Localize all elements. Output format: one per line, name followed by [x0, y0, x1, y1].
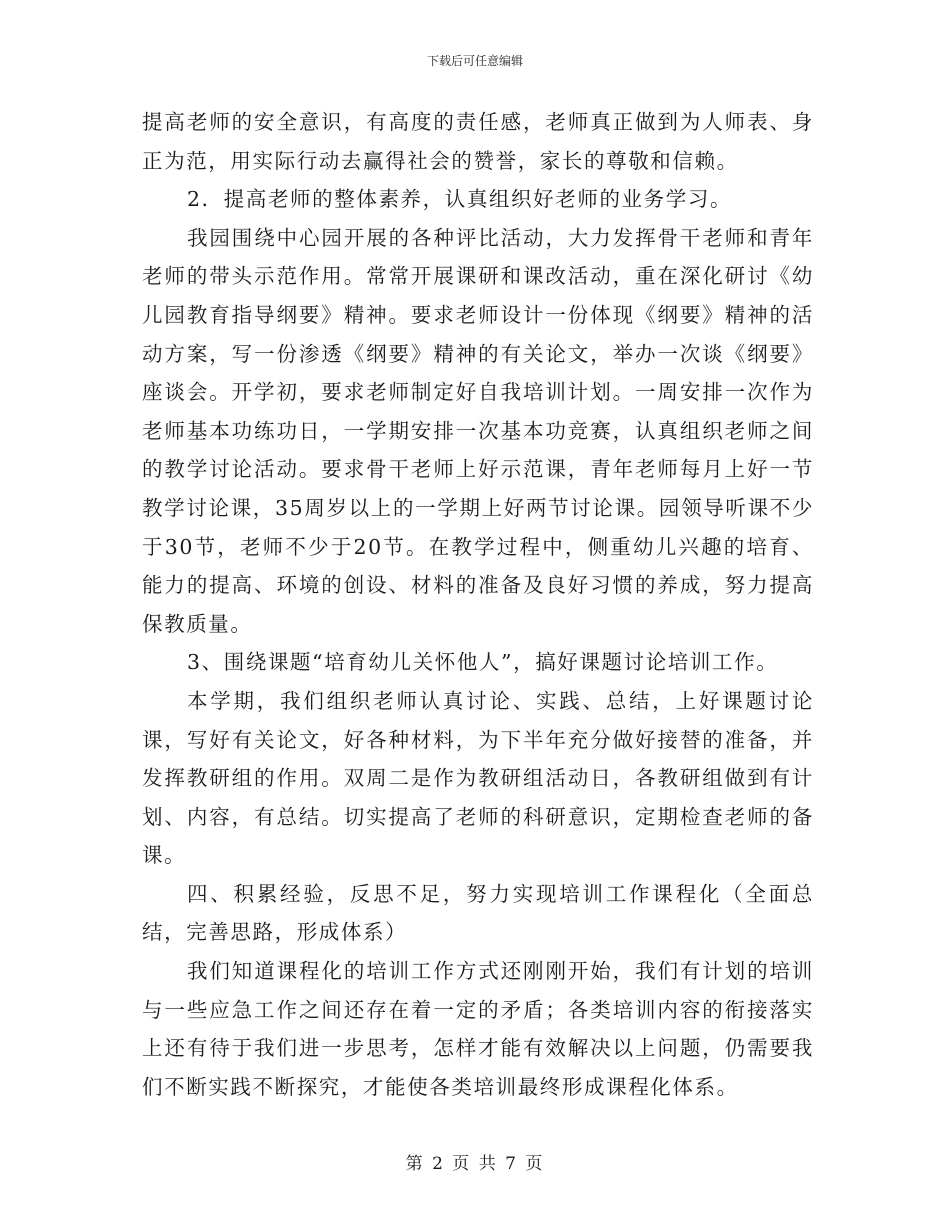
- section-heading: 四、积累经验，反思不足，努力实现培训工作课程化（全面总结，完善思路，形成体系）: [142, 881, 814, 945]
- document-body: [142, 103, 814, 1106]
- page-header: 下载后可任意编辑: [426, 54, 523, 68]
- paragraph: 本学期，我们组织老师认真讨论、实践、总结，上好课题讨论课，写好有关论文，好各种材料，为下半年充分做好接替的准备，并发挥教研组的作用。双周二是作为教研组活动日，各教研组做到有计划、内容，有总结。切实提高了老师的科研意识，定期检查老师的备课。: [142, 688, 814, 868]
- paragraph: 我们知道课程化的培训工作方式还刚刚开始，我们有计划的培训与一些应急工作之间还存在着一定的矛盾；各类培训内容的衔接落实上还有待于我们进一步思考，怎样才能有效解决以上问题，仍需要我们不断实践不断探究，才能使各类培训最终形成课程化体系。: [142, 959, 814, 1099]
- paragraph: 我园围绕中心园开展的各种评比活动，大力发挥骨干老师和青年老师的带头示范作用。常常开展课研和课改活动，重在深化研讨《幼儿园教育指导纲要》精神。要求老师设计一份体现《纲要》精神的活动方案，写一份渗透《纲要》精神的有关论文，举办一次谈《纲要》座谈会。开学初，要求老师制定好自我培训计划。一周安排一次作为老师基本功练功日，一学期安排一次基本功竞赛，认真组织老师之间的教学讨论活动。要求骨干老师上好示范课，青年老师每月上好一节教学讨论课，35周岁以上的一学期上好两节讨论课。园领导听课不少于30节，老师不少于20节。在教学过程中，侧重幼儿兴趣的培育、能力的提高、环境的创设、材料的准备及良好习惯的养成，努力提高保教质量。: [142, 225, 814, 636]
- page-number: 第 2 页 共 7 页: [405, 1154, 545, 1174]
- paragraph: 提高老师的安全意识，有高度的责任感，老师真正做到为人师表、身正为范，用实际行动去赢得社会的赞誉，家长的尊敬和信赖。: [142, 110, 814, 173]
- paragraph: 2．提高老师的整体素养，认真组织好老师的业务学习。: [187, 187, 733, 212]
- paragraph: 3、围绕课题“培育幼儿关怀他人”，搞好课题讨论培训工作。: [187, 650, 779, 675]
